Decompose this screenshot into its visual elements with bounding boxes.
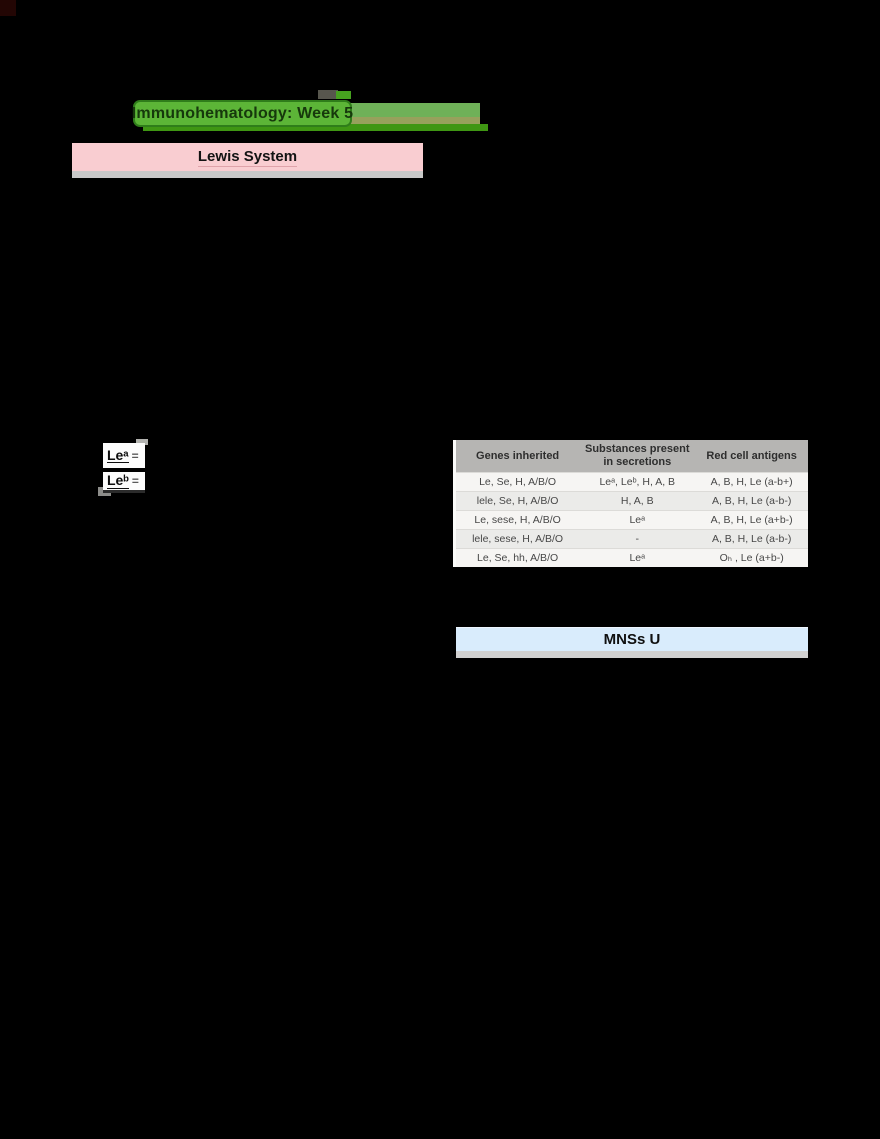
cell-genes: Le, sese, H, A/B/O xyxy=(474,514,561,526)
cell-antigens: A, B, H, Le (a-b-) xyxy=(711,533,792,545)
mnss-banner-shadow-strip xyxy=(456,651,808,658)
lea-equals: = xyxy=(131,448,139,463)
mnss-title: MNSs U xyxy=(603,631,661,648)
cell-substances: Leᵃ xyxy=(629,514,646,526)
cell-substances: Leᵃ xyxy=(629,552,646,564)
highlight-smudge-gray xyxy=(318,90,338,99)
cell-antigens: Oₕ , Le (a+b-) xyxy=(719,552,784,564)
week-title-banner xyxy=(133,100,352,127)
lea-definition-box xyxy=(103,443,145,468)
leb-equals: = xyxy=(131,474,139,488)
lea-term: Leᵃ xyxy=(107,446,129,463)
table-row xyxy=(456,472,808,491)
table-header-row xyxy=(456,440,808,472)
cell-genes: lele, sese, H, A/B/O xyxy=(472,533,564,545)
leb-definition-box xyxy=(103,472,145,493)
table-row xyxy=(456,510,808,529)
cell-substances: - xyxy=(635,533,640,545)
cell-antigens: A, B, H, Le (a+b-) xyxy=(710,514,793,526)
cell-substances: Leᵃ, Leᵇ, H, A, B xyxy=(599,476,676,488)
col-header-genes: Genes inherited xyxy=(476,449,560,462)
table-row xyxy=(456,491,808,510)
cell-antigens: A, B, H, Le (a-b+) xyxy=(710,476,793,488)
cell-genes: Le, Se, H, A/B/O xyxy=(479,476,557,488)
lewis-banner-shadow-strip xyxy=(72,171,423,178)
leb-term: Leᵇ xyxy=(107,472,129,489)
cell-genes: Le, Se, hh, A/B/O xyxy=(477,552,559,564)
cell-antigens: A, B, H, Le (a-b-) xyxy=(711,495,792,507)
highlight-band-light-green xyxy=(350,103,480,117)
page-corner-artifact xyxy=(0,0,16,16)
cell-genes: lele, Se, H, A/B/O xyxy=(476,495,559,507)
table-row xyxy=(456,548,808,567)
table-row xyxy=(456,529,808,548)
lewis-system-title: Lewis System xyxy=(197,147,298,165)
lewis-system-section-banner xyxy=(72,143,423,171)
col-header-substances: Substances present in secretions xyxy=(584,443,690,468)
mnss-section-banner xyxy=(456,627,808,651)
highlight-smudge-green xyxy=(336,91,351,99)
col-header-antigens: Red cell antigens xyxy=(706,449,797,462)
cell-substances: H, A, B xyxy=(620,495,654,507)
highlight-band-olive xyxy=(350,117,480,124)
lewis-phenotype-table xyxy=(453,440,808,567)
week-title-text: Immunohematology: Week 5 xyxy=(131,104,354,122)
